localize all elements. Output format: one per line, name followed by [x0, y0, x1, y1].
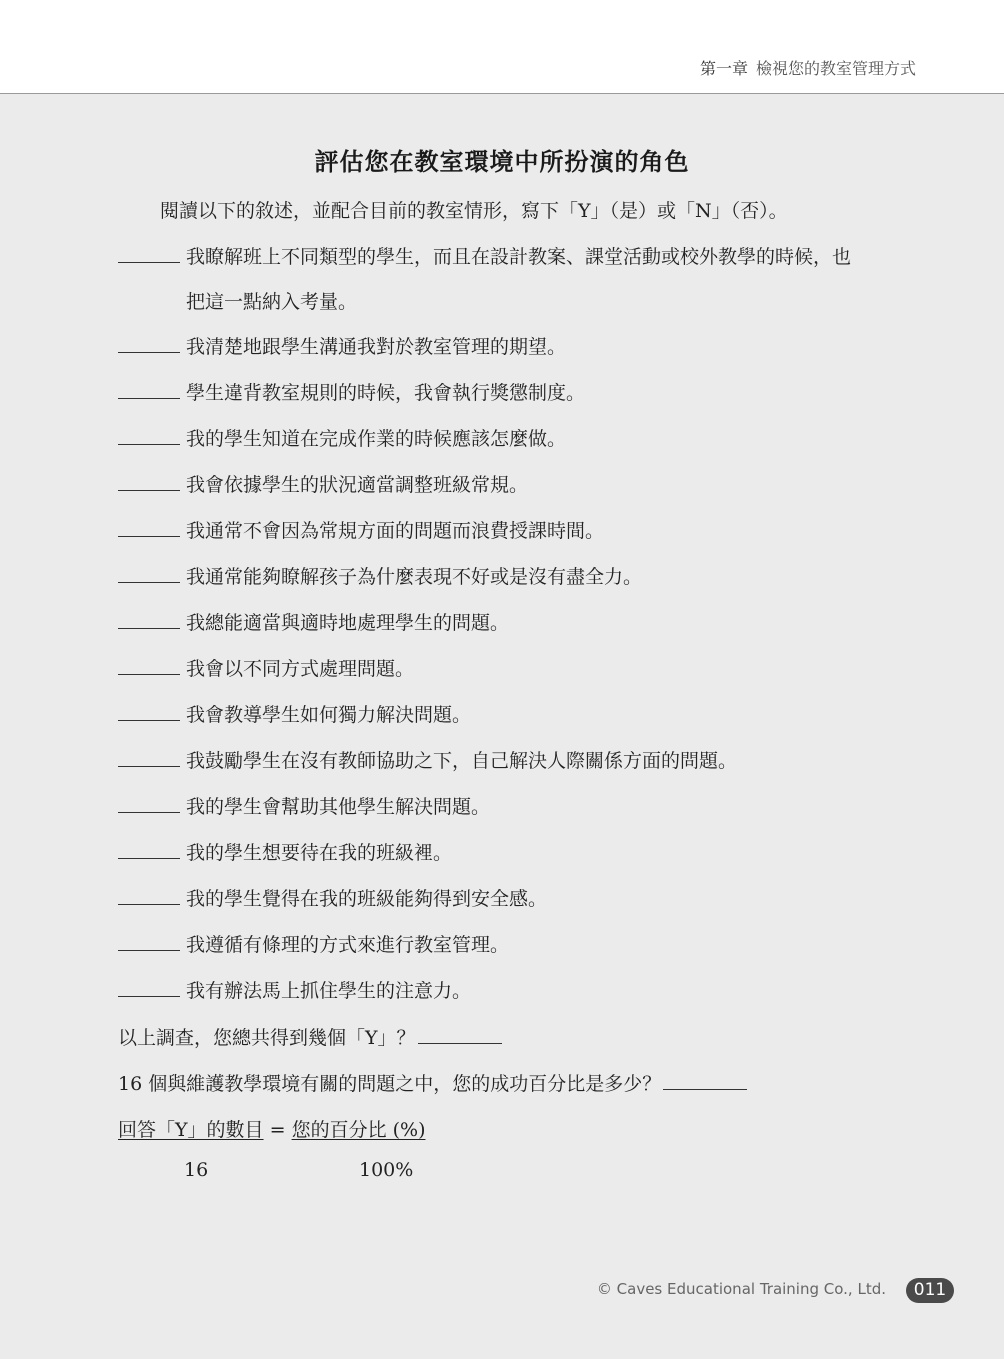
answer-blank[interactable] [118, 748, 180, 767]
percent-answer-blank[interactable] [663, 1071, 747, 1090]
item-text: 我遵循有條理的方式來進行教室管理。 [186, 934, 510, 956]
answer-blank[interactable] [118, 656, 180, 675]
item-text: 我的學生覺得在我的班級能夠得到安全感。 [186, 888, 548, 910]
total-question-text: 以上調查，您總共得到幾個「Y」？ [118, 1027, 416, 1049]
checklist-item [118, 564, 642, 588]
checklist-item [118, 426, 566, 450]
item-text-continued: 把這一點納入考量。 [186, 291, 358, 313]
copyright-text: © Caves Educational Training Co., Ltd. [596, 1280, 886, 1298]
percent-question [118, 1069, 747, 1096]
checklist-item [118, 380, 585, 404]
item-text: 我的學生會幫助其他學生解決問題。 [186, 796, 491, 818]
checklist-item [118, 886, 547, 910]
item-text: 我鼓勵學生在沒有教師協助之下，自己解決人際關係方面的問題。 [186, 750, 738, 772]
item-text: 我會教導學生如何獨力解決問題。 [186, 704, 472, 726]
item-text: 我會依據學生的狀況適當調整班級常規。 [186, 474, 529, 496]
chapter-title: 檢視您的教室管理方式 [755, 59, 916, 78]
checklist-item [118, 748, 737, 772]
page-header [0, 0, 1004, 94]
running-header [700, 56, 916, 79]
answer-blank[interactable] [118, 886, 180, 905]
answer-blank[interactable] [118, 610, 180, 629]
answer-blank[interactable] [118, 518, 180, 537]
formula-right-numerator: 您的百分比 (%) [291, 1119, 426, 1141]
item-text: 我瞭解班上不同類型的學生，而且在設計教案、課堂活動或校外教學的時候，也 [186, 246, 852, 268]
checklist-item [118, 334, 566, 358]
answer-blank[interactable] [118, 794, 180, 813]
item-text: 我的學生知道在完成作業的時候應該怎麼做。 [186, 428, 567, 450]
item-text: 我通常能夠瞭解孩子為什麼表現不好或是沒有盡全力。 [186, 566, 643, 588]
answer-blank[interactable] [118, 380, 180, 399]
checklist-item [118, 794, 490, 818]
answer-blank[interactable] [118, 426, 180, 445]
formula-equals: = [269, 1119, 286, 1141]
item-text: 我有辦法馬上抓住學生的注意力。 [186, 980, 472, 1002]
checklist-item [118, 932, 509, 956]
answer-blank[interactable] [118, 702, 180, 721]
checklist-item [118, 518, 604, 542]
item-text: 我通常不會因為常規方面的問題而浪費授課時間。 [186, 520, 605, 542]
item-text: 我總能適當與適時地處理學生的問題。 [186, 612, 510, 634]
checklist-item [118, 472, 528, 496]
page-number-badge: 011 [906, 1278, 954, 1303]
item-text: 學生違背教室規則的時候，我會執行獎懲制度。 [186, 382, 586, 404]
answer-blank[interactable] [118, 840, 180, 859]
checklist-item [118, 978, 471, 1002]
answer-blank[interactable] [118, 472, 180, 491]
answer-blank[interactable] [118, 564, 180, 583]
checklist-item [118, 656, 414, 680]
total-question [118, 1023, 502, 1050]
answer-blank[interactable] [118, 932, 180, 951]
section-title: 評估您在教室環境中所扮演的角色 [314, 147, 690, 176]
item-text: 我的學生想要待在我的班級裡。 [186, 842, 453, 864]
checklist-item [118, 610, 509, 634]
formula-left-numerator: 回答「Y」的數目 [118, 1119, 264, 1141]
formula-left-denominator: 16 [184, 1159, 209, 1181]
checklist-item [118, 702, 471, 726]
formula-top [118, 1115, 425, 1142]
checklist-item [118, 840, 452, 864]
formula-right-denominator: 100% [359, 1159, 414, 1181]
page-content [0, 94, 1004, 1359]
answer-blank[interactable] [118, 244, 180, 263]
instruction-text: 閱讀以下的敘述，並配合目前的教室情形，寫下「Y」（是）或「N」（否）。 [160, 200, 788, 222]
checklist-item [118, 244, 851, 268]
chapter-label: 第一章 [699, 59, 748, 78]
item-text: 我會以不同方式處理問題。 [186, 658, 415, 680]
percent-question-text: 16 個與維護教學環境有關的問題之中，您的成功百分比是多少？ [118, 1073, 662, 1095]
answer-blank[interactable] [118, 334, 180, 353]
item-text: 我清楚地跟學生溝通我對於教室管理的期望。 [186, 336, 567, 358]
answer-blank[interactable] [118, 978, 180, 997]
total-answer-blank[interactable] [418, 1025, 502, 1044]
